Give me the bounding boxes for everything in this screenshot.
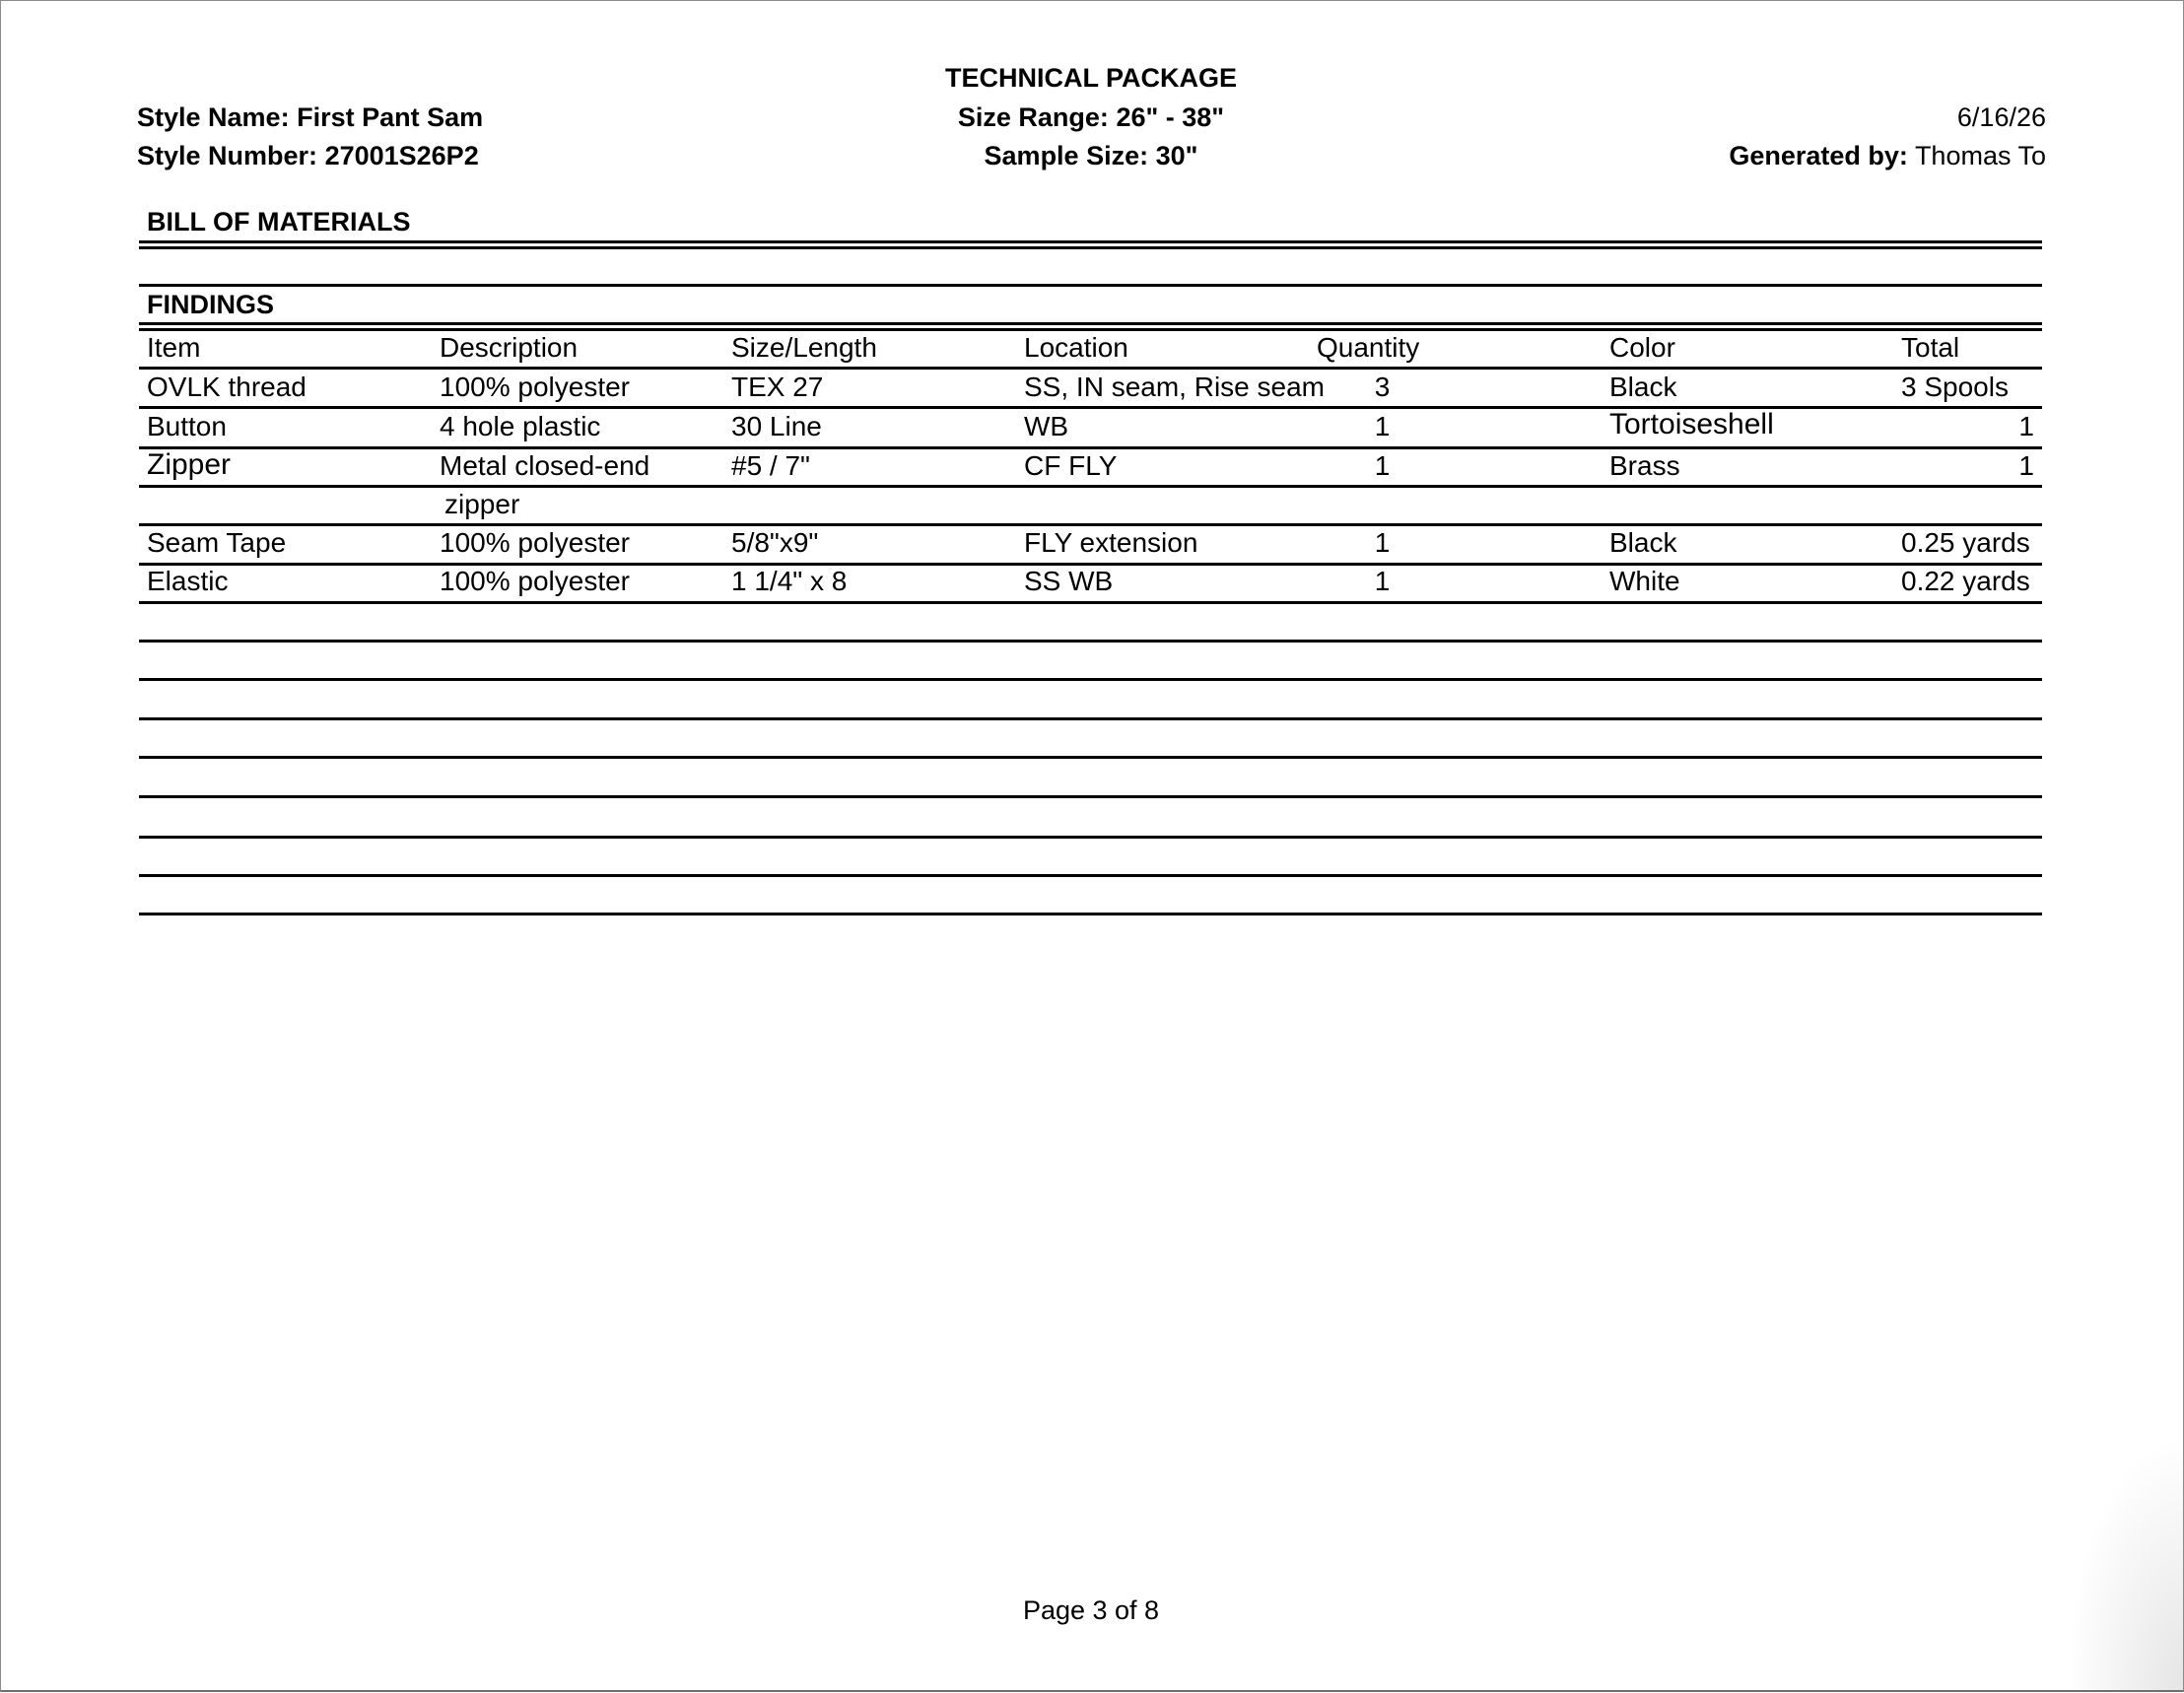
col-header-color: Color [1609, 332, 1675, 363]
sample-size-label: Sample Size: [984, 141, 1149, 170]
size-range-value: 26" - 38" [1116, 102, 1225, 132]
row4-location: FLY extension [1024, 527, 1198, 558]
row3-rule-mid [139, 485, 2042, 488]
row1-location: SS, IN seam, Rise seam [1024, 372, 1325, 402]
row2-item: Button [147, 411, 227, 441]
row3-item: Zipper [147, 448, 232, 481]
style-name-value: First Pant Sam [297, 102, 484, 132]
sample-size-value: 30" [1155, 141, 1198, 170]
row2-description: 4 hole plastic [440, 411, 601, 441]
col-header-size: Size/Length [731, 332, 877, 363]
row4-total: 0.25 yards [1901, 527, 2030, 558]
row2-rule [139, 446, 2042, 449]
row5-color: White [1609, 566, 1680, 596]
row3-color: Brass [1609, 450, 1680, 481]
size-range-label: Size Range: [957, 102, 1109, 132]
row2-color: Tortoiseshell [1609, 408, 1774, 440]
row3-description-cont: zipper [444, 489, 520, 519]
findings-rule-top [139, 284, 2042, 287]
row4-color: Black [1609, 527, 1677, 558]
bom-double-rule-top [139, 240, 2042, 243]
empty-row-rule [139, 717, 2042, 720]
row5-rule [139, 601, 2042, 604]
row2-size: 30 Line [731, 411, 822, 441]
generated-by-value: Thomas To [1914, 141, 2046, 170]
row5-size: 1 1/4" x 8 [731, 566, 848, 596]
doc-title: TECHNICAL PACKAGE [944, 63, 1237, 93]
col-header-description: Description [440, 332, 579, 363]
row1-description: 100% polyester [440, 372, 631, 402]
row5-item: Elastic [147, 566, 229, 596]
empty-row-rule [139, 836, 2042, 839]
row5-description: 100% polyester [440, 566, 631, 596]
row3-rule [139, 523, 2042, 526]
row3-total: 1 [2018, 450, 2034, 481]
row4-quantity: 1 [1374, 527, 1391, 558]
generated-by [1637, 140, 2046, 171]
row5-total: 0.22 yards [1901, 566, 2030, 596]
page-number: Page 3 of 8 [1022, 1595, 1160, 1625]
findings-title: FINDINGS [147, 290, 275, 319]
date: 6/16/26 [1956, 102, 2046, 132]
row1-quantity: 3 [1374, 372, 1391, 402]
header-rule [139, 367, 2042, 370]
row1-total: 3 Spools [1901, 372, 2009, 402]
row5-quantity: 1 [1374, 566, 1391, 596]
row5-location: SS WB [1024, 566, 1114, 596]
row2-location: WB [1024, 411, 1069, 441]
empty-row-rule [139, 678, 2042, 681]
findings-double-rule-bottom [139, 328, 2042, 331]
row1-size: TEX 27 [731, 372, 824, 402]
row4-item: Seam Tape [147, 527, 287, 558]
row3-description: Metal closed-end [440, 450, 650, 481]
col-header-item: Item [147, 332, 201, 363]
style-number-label: Style Number: [137, 141, 318, 170]
row3-location: CF FLY [1024, 450, 1118, 481]
row2-quantity: 1 [1374, 411, 1391, 441]
bom-title: BILL OF MATERIALS [147, 207, 411, 237]
bom-double-rule-bottom [139, 246, 2042, 249]
findings-double-rule-top [139, 322, 2042, 325]
row2-total: 1 [2018, 411, 2034, 441]
col-header-total: Total [1901, 332, 1960, 363]
row3-quantity: 1 [1374, 450, 1391, 481]
col-header-location: Location [1024, 332, 1128, 363]
empty-row-rule [139, 795, 2042, 798]
row4-description: 100% polyester [440, 527, 631, 558]
style-number-value: 27001S26P2 [324, 141, 479, 170]
page-curl-shadow [2065, 1434, 2183, 1690]
col-header-quantity: Quantity [1317, 332, 1420, 363]
size-range [894, 102, 1288, 133]
row4-size: 5/8"x9" [731, 527, 819, 558]
style-name [137, 102, 483, 133]
generated-by-label: Generated by: [1729, 141, 1908, 170]
row1-color: Black [1609, 372, 1677, 402]
style-name-label: Style Name: [137, 102, 290, 132]
row3-size: #5 / 7" [731, 450, 810, 481]
style-number [137, 140, 479, 171]
empty-row-rule [139, 640, 2042, 643]
empty-row-rule [139, 874, 2042, 877]
sample-size [894, 140, 1288, 171]
empty-row-rule [139, 756, 2042, 759]
row1-item: OVLK thread [147, 372, 307, 402]
empty-row-rule [139, 913, 2042, 915]
